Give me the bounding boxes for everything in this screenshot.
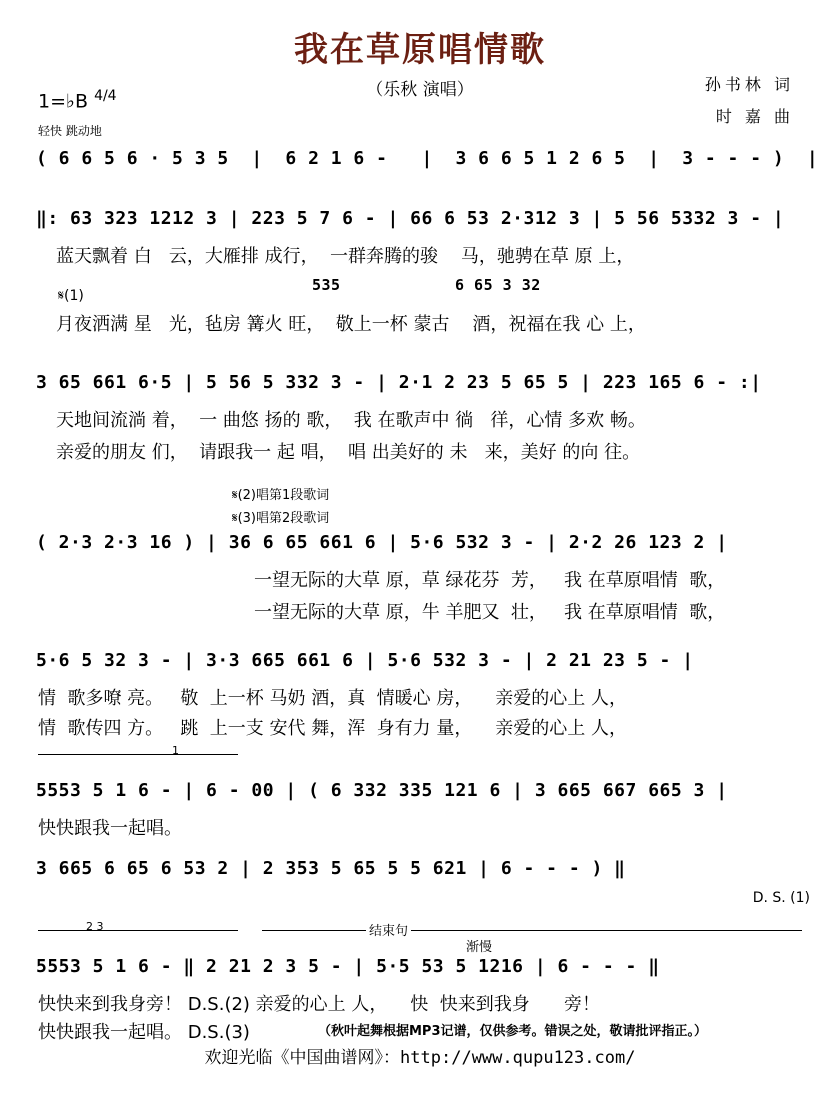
- footer-website: 欢迎光临《中国曲谱网》：http://www.qupu123.com/: [204, 1048, 636, 1068]
- ds-mark-1: D. S. (1): [752, 890, 810, 906]
- tempo-mark: 轻快 跳动地: [38, 124, 102, 138]
- lyric-line-coda-2: 快快跟我一起唱。 D.S.(3): [38, 1022, 250, 1043]
- lyric-line-verse2-b: 亲爱的朋友 们， 请跟我一 起 唱， 唱 出美好的 未 来，美好 的向 往。: [56, 442, 641, 463]
- tempo-change-mark: 渐慢: [466, 940, 493, 955]
- score-line-chorus-b: 5·6 5 32 3 - | 3·3 665 661 6 | 5·6 532 3 - | 2 21 23 5 - |: [36, 650, 694, 671]
- score-line-verse-a: ‖: 63 323 1212 3 | 223 5 7 6 - | 66 6 53 2·312 3 | 5 56 5332 3 - |: [36, 208, 785, 229]
- segno-note-2: 𝄋(2)唱第1段歌词: [232, 488, 330, 503]
- score-line-interlude: 3 665 6 65 6 53 2 | 2 353 5 65 5 5 621 | 6 - - - ) ‖: [36, 858, 626, 879]
- lyric-line-chorus2-b: 情 歌传四 方。 跳 上一支 安代 舞，浑 身有力 量， 亲爱的心上 人，: [38, 718, 627, 739]
- lyric-line-verse1-b: 天地间流淌 着， 一 曲悠 扬的 歌， 我 在歌声中 徜 徉，心情 多欢 畅。: [56, 410, 646, 431]
- variant-notes-1: 535: [312, 276, 341, 294]
- score-line-chorus-a: ( 2·3 2·3 16 ) | 36 6 65 661 6 | 5·6 532 3 - | 2·2 26 123 2 |: [36, 532, 728, 553]
- score-line-coda: 5553 5 1 6 - ‖ 2 21 2 3 5 - | 5·5 53 5 1216 | 6 - - - ‖: [36, 956, 660, 977]
- lyric-line-chorus1-a: 一望无际的大草 原，草 绿花芬 芳， 我 在草原唱情 歌，: [254, 570, 726, 591]
- lyric-line-chorus2-a: 一望无际的大草 原，牛 羊肥又 壮， 我 在草原唱情 歌，: [254, 602, 726, 623]
- performer-subtitle: （乐秋 演唱）: [366, 80, 474, 100]
- volta-bracket-2-3: [38, 930, 238, 931]
- coda-bracket: [262, 930, 802, 931]
- lyricist-credit: 孙书林 词: [704, 75, 794, 94]
- lyric-line-coda-1: 快快来到我身旁！ D.S.(2) 亲爱的心上 人， 快 快来到我身 旁！: [38, 994, 601, 1015]
- segno-mark-1: 𝄋(1): [58, 288, 84, 304]
- time-signature: 4/4: [94, 88, 117, 104]
- segno-note-3: 𝄋(3)唱第2段歌词: [232, 511, 330, 526]
- song-title: 我在草原唱情歌: [294, 30, 546, 70]
- composer-credit: 时 嘉 曲: [715, 107, 794, 126]
- score-line-ending-1: 5553 5 1 6 - | 6 - 00 | ( 6 332 335 121 6 | 3 665 667 665 3 |: [36, 780, 728, 801]
- volta-bracket-1: [38, 754, 238, 755]
- transcription-remark: （秋叶起舞根据MP3记谱，仅供参考。错误之处，敬请批评指正。）: [318, 1024, 708, 1039]
- variant-notes-2: 6 65 3 32: [455, 276, 541, 294]
- lyric-line-verse2-a: 月夜洒满 星 光，毡房 篝火 旺， 敬上一杯 蒙古 酒，祝福在我 心 上，: [56, 314, 646, 335]
- volta-label-2-3: 2 3: [86, 920, 104, 933]
- volta-label-1: 1: [172, 744, 179, 757]
- lyric-line-verse1-a: 蓝天飘着 白 云，大雁排 成行， 一群奔腾的骏 马，驰骋在草 原 上，: [56, 246, 635, 267]
- score-line-verse-b: 3 65 661 6·5 | 5 56 5 332 3 - | 2·1 2 23 5 65 5 | 223 165 6 - :|: [36, 372, 762, 393]
- score-line-intro: ( 6 6 5 6 · 5 3 5 | 6 2 1 6 - | 3 6 6 5 1 2 6 5 | 3 - - - ) |: [36, 148, 819, 169]
- key-signature: 1=♭B $^{4/4}$: [38, 88, 117, 113]
- lyric-line-ending-1: 快快跟我一起唱。: [38, 818, 182, 839]
- ending-label: 结束句: [366, 920, 411, 939]
- lyric-line-chorus1-b: 情 歌多嘹 亮。 敬 上一杯 马奶 酒，真 情暖心 房， 亲爱的心上 人，: [38, 688, 627, 709]
